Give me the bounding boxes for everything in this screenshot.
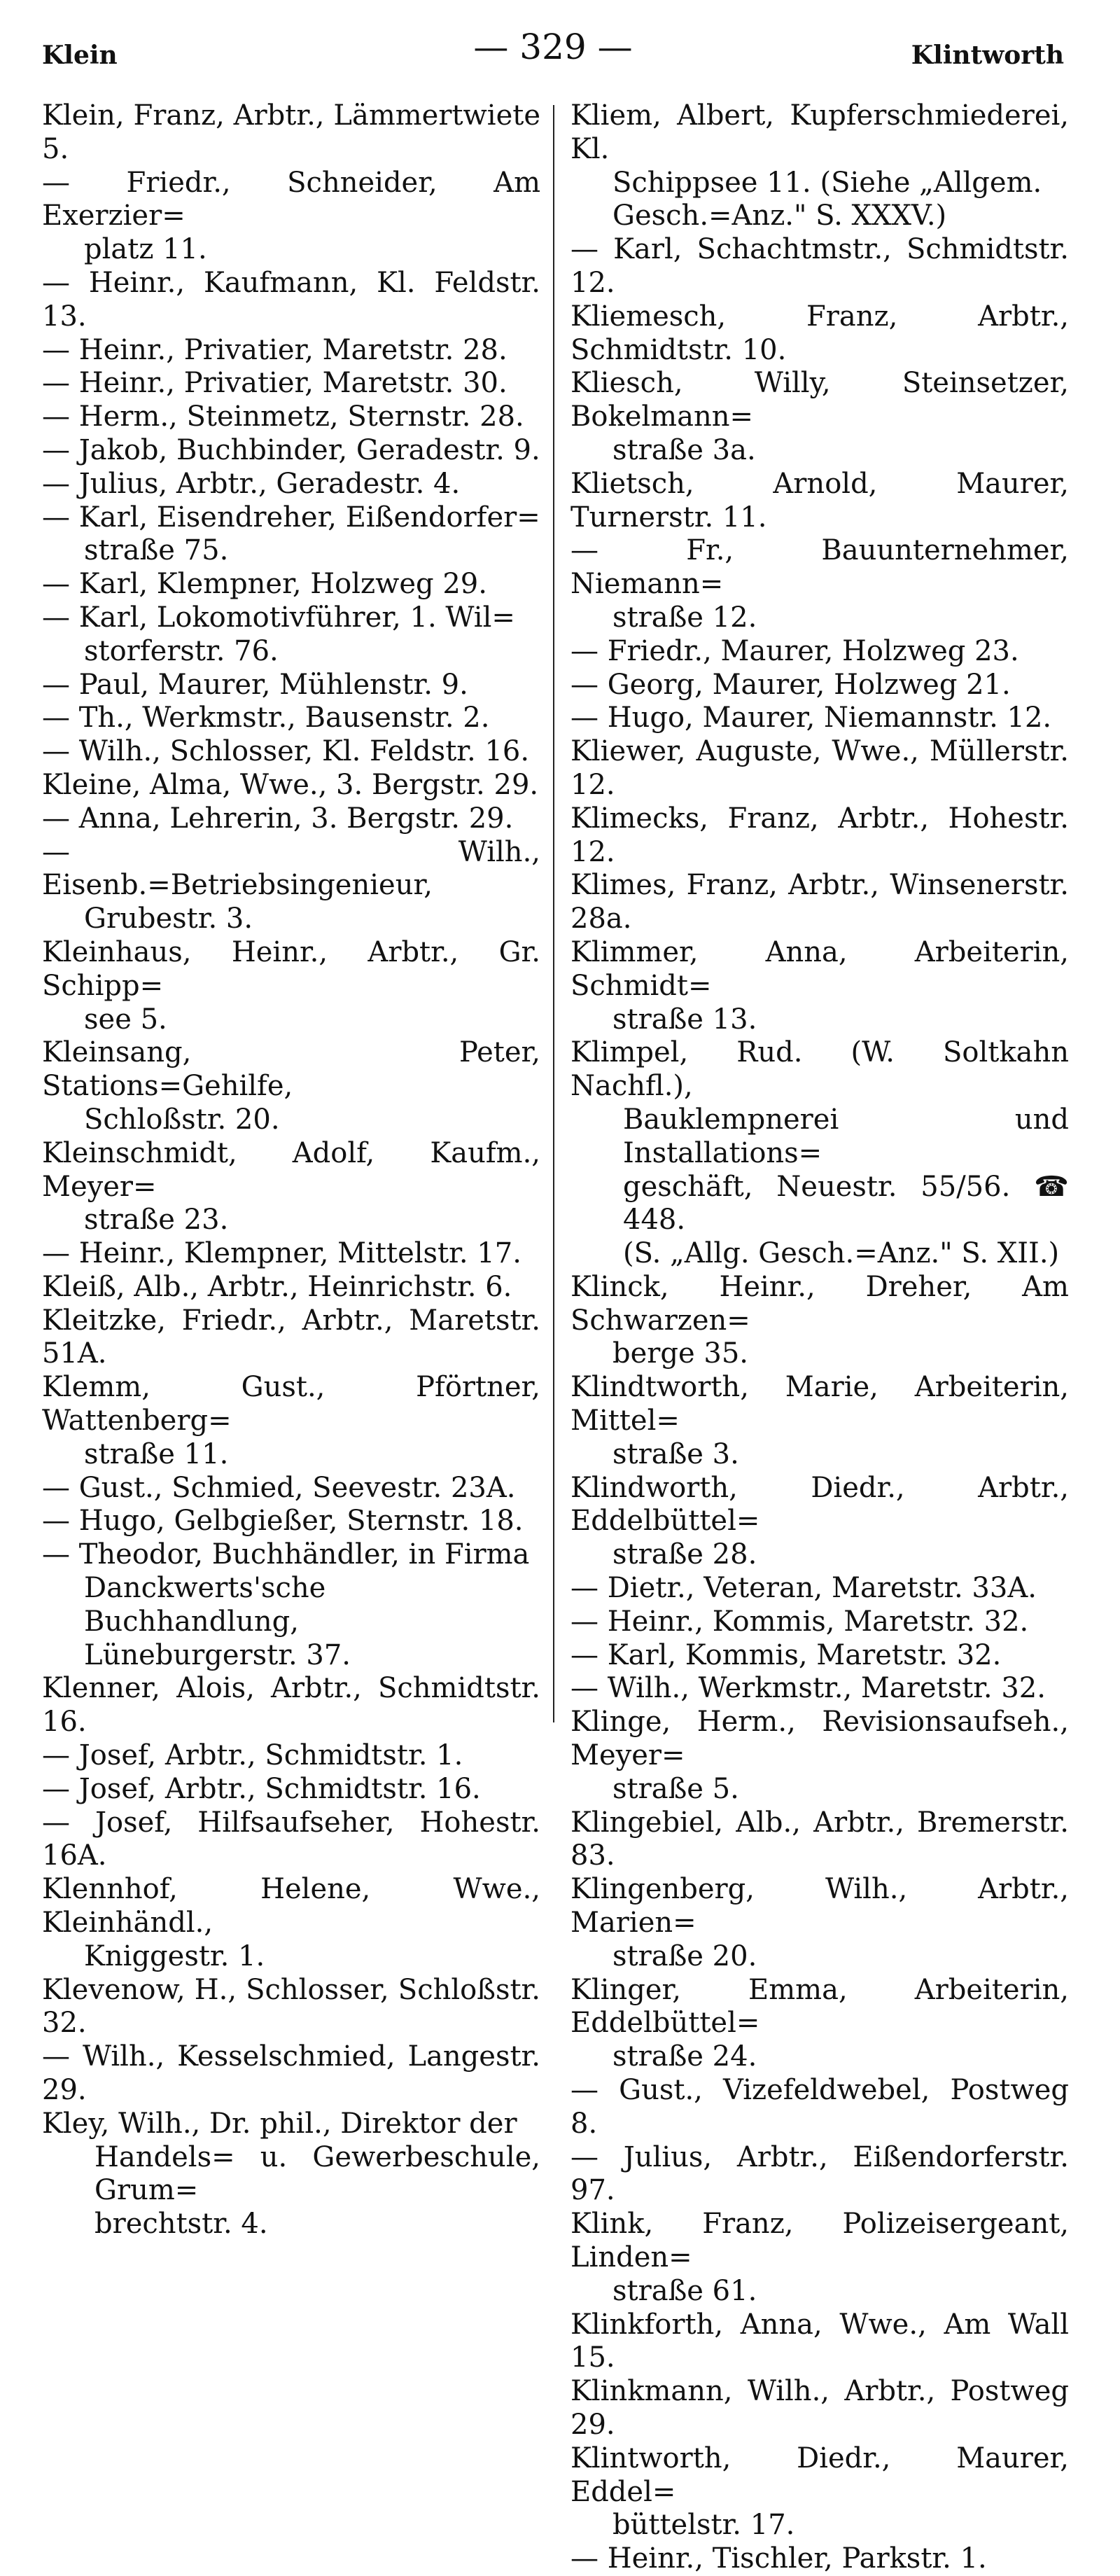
directory-entry: — Gust., Schmied, Seevestr. 23A. (42, 1471, 516, 1504)
page-number: — 329 — (473, 27, 633, 67)
directory-entry: — Karl, Kommis, Maretstr. 32. (570, 1638, 1002, 1671)
directory-entry-continuation: straße 12. (612, 601, 757, 634)
directory-entry-continuation: Handels= u. Gewerbeschule, Grum= (94, 2140, 540, 2207)
directory-entry: Kliewer, Auguste, Wwe., Müllerstr. 12. (570, 735, 1069, 801)
directory-entry-continuation: geschäft, Neuestr. 55/56. ☎ 448. (623, 1170, 1069, 1237)
directory-entry: Klenner, Alois, Arbtr., Schmidtstr. 16. (42, 1672, 540, 1739)
directory-entry: — Gust., Vizefeldwebel, Postweg 8. (570, 2074, 1069, 2140)
directory-entry: — Jakob, Buchbinder, Geradestr. 9. (42, 433, 540, 466)
header-first-name: Klein (42, 41, 118, 70)
directory-entry: — Josef, Arbtr., Schmidtstr. 1. (42, 1739, 463, 1772)
directory-entry-continuation: straße 20. (612, 1940, 757, 1972)
directory-entry: Klimpel, Rud. (W. Soltkahn Nachfl.), (570, 1036, 1069, 1103)
directory-entry-continuation: Danckwerts'sche Buchhandlung, (84, 1572, 326, 1638)
directory-entry: Kley, Wilh., Dr. phil., Direktor der (42, 2107, 517, 2140)
directory-entry: — Heinr., Tischler, Parkstr. 1. (570, 2542, 987, 2575)
directory-entry: Kleiß, Alb., Arbtr., Heinrichstr. 6. (42, 1270, 512, 1303)
directory-entry: — Karl, Schachtmstr., Schmidtstr. 12. (570, 233, 1069, 299)
directory-entry: — Julius, Arbtr., Eißendorferstr. 97. (570, 2140, 1069, 2207)
directory-entry: — Hugo, Gelbgießer, Sternstr. 18. (42, 1505, 524, 1538)
directory-entry: Kleine, Alma, Wwe., 3. Bergstr. 29. (42, 768, 539, 801)
directory-entry-continuation: straße 13. (612, 1003, 757, 1036)
directory-entry: Klindtworth, Marie, Arbeiterin, Mittel= (570, 1371, 1069, 1437)
directory-entry: Klemm, Gust., Pförtner, Wattenberg= (42, 1371, 540, 1437)
directory-entry: Klein, Franz, Arbtr., Lämmertwiete 5. (42, 99, 540, 165)
directory-entry-continuation: Schippsee 11. (Siehe „Allgem. (612, 166, 1042, 199)
directory-entry-continuation: straße 75. (84, 534, 229, 567)
directory-entry-continuation: brechtstr. 4. (94, 2208, 268, 2241)
directory-entry: Kliesch, Willy, Steinsetzer, Bokelmann= (570, 367, 1069, 433)
directory-entry-continuation: straße 23. (84, 1204, 229, 1237)
directory-entry-continuation: straße 28. (612, 1538, 757, 1571)
directory-entry: Klinkforth, Anna, Wwe., Am Wall 15. (570, 2308, 1069, 2374)
directory-entry-continuation: Lüneburgerstr. 37. (84, 1638, 351, 1671)
directory-entry-continuation: straße 11. (84, 1437, 229, 1470)
directory-entry: — Hugo, Maurer, Niemannstr. 12. (570, 702, 1052, 734)
directory-entry: — Herm., Steinmetz, Sternstr. 28. (42, 401, 524, 433)
directory-entry-continuation: platz 11. (84, 233, 207, 266)
directory-entry-continuation: büttelstr. 17. (612, 2509, 795, 2542)
directory-entry-continuation: berge 35. (612, 1337, 749, 1370)
directory-entry: — Heinr., Kommis, Maretstr. 32. (570, 1605, 1029, 1638)
directory-entry: Klinge, Herm., Revisionsaufseh., Meyer= (570, 1706, 1069, 1772)
directory-entry: — Fr., Bauunternehmer, Niemann= (570, 534, 1069, 601)
directory-entry-continuation: straße 3a. (612, 433, 756, 466)
directory-entry-continuation: straße 3. (612, 1437, 739, 1470)
directory-entry: Klimes, Franz, Arbtr., Winsenerstr. 28a. (570, 869, 1069, 935)
directory-entry: Kleinsang, Peter, Stations=Gehilfe, (42, 1036, 540, 1103)
directory-entry: — Heinr., Klempner, Mittelstr. 17. (42, 1237, 522, 1270)
directory-entry-continuation: straße 61. (612, 2274, 757, 2307)
directory-entry-continuation: Grubestr. 3. (84, 903, 253, 935)
column-divider (553, 105, 554, 1722)
directory-entry: — Wilh., Kesselschmied, Langestr. 29. (42, 2040, 540, 2107)
directory-entry: — Theodor, Buchhändler, in Firma (42, 1538, 530, 1571)
directory-entry: — Josef, Arbtr., Schmidtstr. 16. (42, 1772, 481, 1805)
directory-entry: — Wilh., Werkmstr., Maretstr. 32. (570, 1672, 1046, 1705)
directory-entry: — Heinr., Kaufmann, Kl. Feldstr. 13. (42, 266, 540, 333)
directory-entry: — Anna, Lehrerin, 3. Bergstr. 29. (42, 802, 514, 835)
directory-entry: Klietsch, Arnold, Maurer, Turnerstr. 11. (570, 467, 1069, 534)
directory-entry-continuation: see 5. (84, 1003, 167, 1036)
directory-entry-continuation: (S. „Allg. Gesch.=Anz." S. XII.) (623, 1237, 1060, 1270)
directory-entry: — Josef, Hilfsaufseher, Hohestr. 16A. (42, 1806, 540, 1872)
directory-entry: — Georg, Maurer, Holzweg 21. (570, 668, 1011, 701)
directory-entry: Kleitzke, Friedr., Arbtr., Maretstr. 51A. (42, 1304, 540, 1370)
directory-entry: Kliem, Albert, Kupferschmiederei, Kl. (570, 99, 1069, 165)
directory-entry: — Paul, Maurer, Mühlenstr. 9. (42, 668, 468, 701)
directory-entry: Klink, Franz, Polizeisergeant, Linden= (570, 2208, 1069, 2274)
directory-entry-continuation: Gesch.=Anz." S. XXXV.) (612, 200, 947, 232)
directory-entry: — Karl, Eisendreher, Eißendorfer= (42, 501, 540, 534)
directory-entry-continuation: Kniggestr. 1. (84, 1940, 265, 1972)
directory-entry: — Friedr., Schneider, Am Exerzier= (42, 166, 540, 232)
directory-entry-continuation: Schloßstr. 20. (84, 1103, 280, 1136)
directory-entry: — Wilh., Eisenb.=Betriebsingenieur, (42, 835, 540, 902)
directory-entry: — Karl, Lokomotivführer, 1. Wil= (42, 601, 515, 634)
directory-entry: — Heinr., Privatier, Maretstr. 30. (42, 367, 507, 400)
directory-entry: Klindworth, Diedr., Arbtr., Eddelbüttel= (570, 1471, 1069, 1538)
right-column (570, 99, 1069, 2576)
directory-entry: Klennhof, Helene, Wwe., Kleinhändl., (42, 1873, 540, 1940)
directory-entry: — Dietr., Veteran, Maretstr. 33A. (570, 1572, 1037, 1605)
directory-entry: Kleinschmidt, Adolf, Kaufm., Meyer= (42, 1136, 540, 1203)
directory-entry-continuation: Bauklempnerei und Installations= (623, 1103, 1069, 1169)
directory-entry-continuation: straße 24. (612, 2040, 757, 2073)
directory-entry: — Friedr., Maurer, Holzweg 23. (570, 634, 1019, 667)
directory-entry: Klimecks, Franz, Arbtr., Hohestr. 12. (570, 802, 1069, 868)
directory-entry-continuation: storferstr. 76. (84, 634, 279, 667)
directory-entry: — Heinr., Privatier, Maretstr. 28. (42, 333, 507, 366)
directory-entry-continuation: straße 5. (612, 1772, 739, 1805)
header-last-name: Klintworth (911, 41, 1064, 70)
directory-entry: — Th., Werkmstr., Bausenstr. 2. (42, 702, 490, 734)
directory-entry: Klinck, Heinr., Dreher, Am Schwarzen= (570, 1270, 1069, 1337)
directory-entry: Klingenberg, Wilh., Arbtr., Marien= (570, 1873, 1069, 1940)
left-column (42, 99, 540, 2241)
directory-entry: Klevenow, H., Schlosser, Schloßstr. 32. (42, 1973, 540, 2040)
directory-entry: Klimmer, Anna, Arbeiterin, Schmidt= (570, 935, 1069, 1002)
directory-entry: Klintworth, Diedr., Maurer, Eddel= (570, 2442, 1069, 2508)
directory-entry: Klingebiel, Alb., Arbtr., Bremerstr. 83. (570, 1806, 1069, 1872)
directory-entry: — Karl, Klempner, Holzweg 29. (42, 568, 487, 601)
directory-entry: — Julius, Arbtr., Geradestr. 4. (42, 467, 461, 500)
directory-entry: Kleinhaus, Heinr., Arbtr., Gr. Schipp= (42, 935, 540, 1002)
directory-entry: Klinger, Emma, Arbeiterin, Eddelbüttel= (570, 1973, 1069, 2040)
directory-entry: — Wilh., Schlosser, Kl. Feldstr. 16. (42, 735, 530, 768)
page-header (42, 27, 1064, 76)
directory-entry: Kliemesch, Franz, Arbtr., Schmidtstr. 10. (570, 300, 1069, 366)
directory-entry: Klinkmann, Wilh., Arbtr., Postweg 29. (570, 2375, 1069, 2441)
